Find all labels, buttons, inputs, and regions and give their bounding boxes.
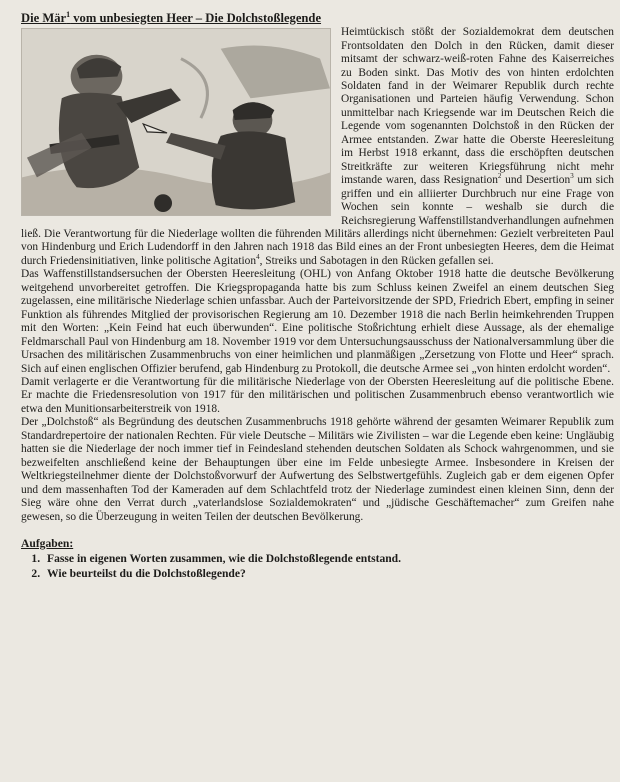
paragraph-3 bbox=[21, 376, 614, 416]
paragraph-text: um sich griffen und ein alliierter Durchbruch nur eine Frage von Wochen sein konnte – weshalb sie durch die Reichsregierung Waffenstillstandverhandlungen aufnehmen ließ. Die Verantwortung für die Niederlage wollten die führenden Militärs allerdings nicht übernehmen: Gezielt verbreiteten Paul von Hindenburg und Erich Ludendorff in den Jahren nach 1918 das Bild eines an der Front unbesiegten Heeres, dem die Heimat durch Friedensinitiativen, linke politische Agitation bbox=[21, 174, 614, 267]
paragraph-text: Der „Dolchstoß“ als Begründung des deutschen Zusammenbruchs 1918 gehörte während der gesamten Weimarer Republik zum Standardrepertoire der nationalen Rechten. Für viele Deutsche – Militärs wie Zivilisten – war die Legende eben keine: Ungläubig hatten sie die Niederlage der noch immer tief in Feindesland stehenden deutschen Soldaten als Schock wahrgenommen, und sie bezweifelten anschließend keine der Behauptungen über eine im Felde unbesiegte Armee. Insbesondere in Kreisen der Weltkriegsteilnehmer diente der Dolchstoßvorwurf der Aufwertung des Selbstwertgefühls. Zugleich gab er dem eigenen Opfer und dem massenhaften Tod der Kameraden auf dem Schlachtfeld trotz der Niederlage zumindest einen kleinen Sinn, denn der Sieg wäre ohne den Verrat durch „vaterlandslose Sozialdemokraten“ und „jüdische Geschäftemacher“ zum Greifen nahe gewesen, so die Überzeugung in weiten Teilen der deutschen Bevölkerung. bbox=[21, 416, 614, 523]
paragraph-text: , Streiks und Sabotagen in den Rücken gefallen sei. bbox=[259, 254, 494, 267]
tasks-list bbox=[21, 552, 614, 581]
dolchstoss-illustration bbox=[21, 28, 331, 216]
tasks-section bbox=[21, 537, 614, 582]
paragraph-text: und Desertion bbox=[501, 174, 571, 187]
paragraph-4 bbox=[21, 416, 614, 524]
footnote-marker: 4 bbox=[256, 253, 260, 262]
paragraph-2 bbox=[21, 268, 614, 376]
task-item-1: 1. Fasse in eigenen Worten zusammen, wie die Dolchstoßlegende entstand. bbox=[43, 552, 614, 567]
footnote-marker: 2 bbox=[497, 172, 502, 181]
paragraph-text: Damit verlagerte er die Verantwortung für die militärische Niederlage von der Obersten Heeresleitung auf die politische Ebene. Er machte die Friedensresolution von 1917 für den militärischen und politischen Zusammenbruch ebenso verantwortlich wie etwa den Munitionsarbeiterstreik von 1918. bbox=[21, 375, 614, 415]
title-text-rest: vom unbesiegten Heer – Die Dolchstoßlegende bbox=[70, 11, 322, 26]
title-footnote-marker: 1 bbox=[66, 10, 71, 19]
paragraph-text: Das Waffenstillstandsersuchen der Obersten Heeresleitung (OHL) von Anfang Oktober 1918 hatte die deutsche Bevölkerung weitgehend unvorbereitet getroffen. Die Kriegspropaganda hatte bis zum Schluss keinen Zweifel an einem deutschen Sieg zugelassen, eine militärische Niederlage schien unfassbar. Auch der Parteivorsitzende der SPD, Friedrich Ebert, empfing in seiner Funktion als führendes Mitglied der provisorischen Regierung am 10. Dezember 1918 die nach Berlin heimkehrenden Truppen mit den Worten: „Kein Feind hat euch überwunden“. Eine politische Stoßrichtung erhielt diese Aussage, als der ehemalige Feldmarschall Paul von Hindenburg am 18. November 1919 vor dem Untersuchungsausschuss der Nationalversammlung über die Ursachen des militärischen Zusammenbruchs von einer heimlichen und planmäßigen „Zersetzung von Flotte und Heer“ sprach. Sich auf einen englischen Offizier berufend, gab Hindenburg zu Protokoll, die deutsche Armee sei „von hinten erdolcht worden“. bbox=[21, 268, 614, 375]
tasks-heading: Aufgaben: bbox=[21, 536, 74, 550]
footnote-marker: 3 bbox=[570, 172, 574, 181]
task-item-2: 2. Wie beurteilst du die Dolchstoßlegende? bbox=[43, 567, 614, 582]
title-text: Die Mär bbox=[21, 11, 67, 26]
dolchstoss-illustration-icon bbox=[22, 29, 330, 215]
page-title bbox=[21, 8, 614, 25]
paragraph-text: Heimtückisch stößt der Sozialdemokrat dem deutschen Frontsoldaten den Dolch in den Rücken, damit dieser mitsamt der schwarz-weiß-roten Fahne des Kaiserreiches zu Boden sinkt. Das Motiv des von hinten erdolchten Soldaten fand in der Weimarer Republik durch rechte Organisationen und Parteien häufig Verwendung. Schon unmittelbar nach Kriegsende war im Deutschen Reich die Legende vom sogenannten Dolchstoß in den Rücken der Armee entstanden. Zwar hatte die Oberste Heeresleitung im Herbst 1918 erkannt, dass die erschöpften deutschen Streitkräfte zur weiteren Kriegsführung nicht mehr imstande waren, dass Resignation bbox=[341, 26, 614, 187]
